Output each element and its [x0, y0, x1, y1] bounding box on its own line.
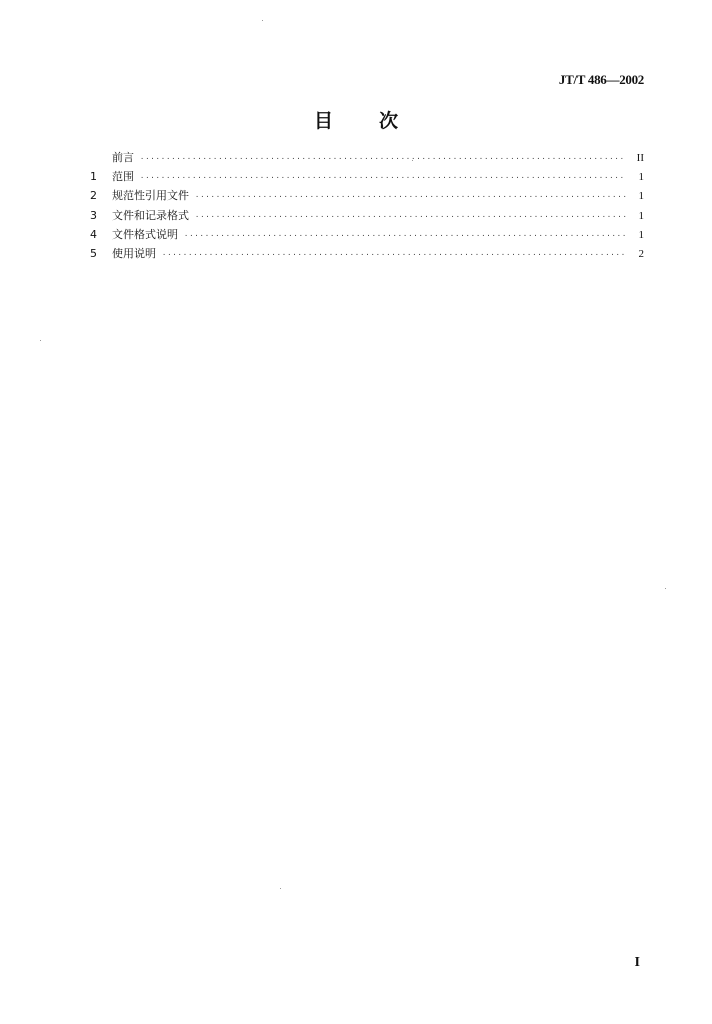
toc-entry-label: 规范性引用文件 — [112, 189, 189, 203]
dot-leader — [140, 169, 626, 188]
toc-entry-number: 5 — [90, 246, 97, 260]
toc-entry-number: 4 — [90, 227, 97, 241]
toc-entry-page: 2 — [638, 247, 644, 260]
scan-speck — [40, 340, 41, 341]
dot-leader — [140, 150, 626, 169]
page-number: I — [634, 955, 640, 970]
toc-entry-page: 1 — [638, 228, 644, 241]
toc-entry-page: II — [636, 152, 644, 164]
toc-entry-label: 前言 — [112, 151, 134, 164]
toc-entry-label: 文件和记录格式 — [112, 208, 189, 222]
page-title — [0, 106, 712, 133]
toc-entry-foreword[interactable] — [90, 148, 644, 167]
toc-entry-page: 1 — [638, 171, 644, 184]
toc-entry-normative-references[interactable] — [90, 186, 644, 205]
toc-entry-file-format-description[interactable] — [90, 225, 644, 244]
toc-entry-label: 范围 — [112, 170, 134, 184]
dot-leader — [184, 227, 626, 246]
toc-entry-file-record-format[interactable] — [90, 206, 644, 225]
toc-entry-number: 1 — [90, 170, 97, 184]
scan-speck — [280, 888, 281, 889]
title-char: 次 — [379, 110, 399, 132]
toc-entry-usage-instructions[interactable] — [90, 244, 644, 263]
toc-entry-page: 1 — [638, 190, 644, 203]
standard-code: JT/T 486—2002 — [558, 72, 644, 87]
scan-speck — [665, 588, 666, 589]
table-of-contents — [90, 148, 644, 263]
dot-leader — [195, 208, 626, 227]
toc-entry-page: 1 — [638, 209, 644, 222]
title-char: 目 — [313, 110, 333, 132]
toc-entry-number: 3 — [90, 208, 97, 222]
toc-entry-label: 使用说明 — [112, 246, 156, 260]
dot-leader — [162, 246, 626, 265]
scan-speck — [262, 20, 263, 21]
dot-leader — [195, 188, 626, 207]
toc-entry-number: 2 — [90, 189, 97, 203]
toc-entry-label: 文件格式说明 — [112, 227, 178, 241]
scan-speck — [412, 160, 413, 161]
toc-entry-scope[interactable] — [90, 167, 644, 186]
